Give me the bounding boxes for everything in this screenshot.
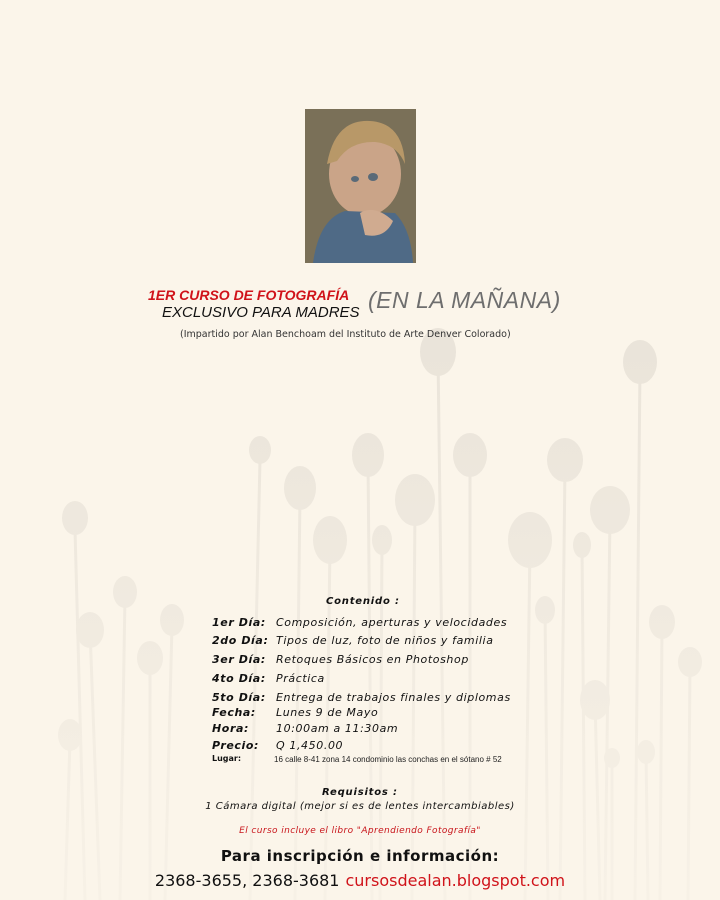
date-value: Lunes 9 de Mayo	[276, 706, 379, 719]
requirements-heading: Requisitos :	[322, 787, 398, 798]
location-label: Lugar:	[212, 754, 242, 763]
day-5-text: Entrega de trabajos finales y diplomas	[276, 691, 511, 704]
instructor-byline: (Impartido por Alan Benchoam del Instituto de Arte Denver Colorado)	[180, 329, 511, 340]
day-3-text: Retoques Básicos en Photoshop	[276, 653, 469, 666]
time-value: 10:00am a 11:30am	[276, 722, 399, 735]
blog-link[interactable]: cursosdealan.blogspot.com	[345, 871, 566, 890]
day-3-label: 3er Día:	[212, 653, 266, 666]
contact-line	[0, 871, 720, 890]
day-1-label: 1er Día:	[212, 616, 266, 629]
price-value: Q 1,450.00	[276, 739, 344, 752]
price-label: Precio:	[212, 739, 260, 752]
day-4-label: 4to Día:	[212, 672, 266, 685]
course-title: 1ER CURSO DE FOTOGRAFÍA	[148, 287, 350, 303]
day-1-text: Composición, aperturas y velocidades	[276, 616, 508, 629]
date-label: Fecha:	[212, 706, 256, 719]
content-heading: Contenido :	[326, 596, 400, 607]
course-time-note: (EN LA MAÑANA)	[368, 287, 561, 313]
book-note: El curso incluye el libro "Aprendiendo Fotografía"	[239, 826, 481, 836]
phone-numbers: 2368-3655, 2368-3681	[154, 871, 340, 890]
baby-photo	[305, 109, 416, 263]
location-value: 16 calle 8-41 zona 14 condominio las conchas en el sótano # 52	[274, 755, 502, 764]
day-5-label: 5to Día:	[212, 691, 266, 704]
time-label: Hora:	[212, 722, 250, 735]
day-4-text: Práctica	[276, 672, 325, 685]
day-2-label: 2do Día:	[212, 634, 269, 647]
registration-heading: Para inscripción e información:	[220, 847, 500, 865]
day-2-text: Tipos de luz, foto de niños y familia	[276, 634, 494, 647]
course-subtitle: EXCLUSIVO PARA MADRES	[162, 304, 360, 321]
requirement-item: 1 Cámara digital (mejor si es de lentes intercambiables)	[205, 801, 515, 812]
